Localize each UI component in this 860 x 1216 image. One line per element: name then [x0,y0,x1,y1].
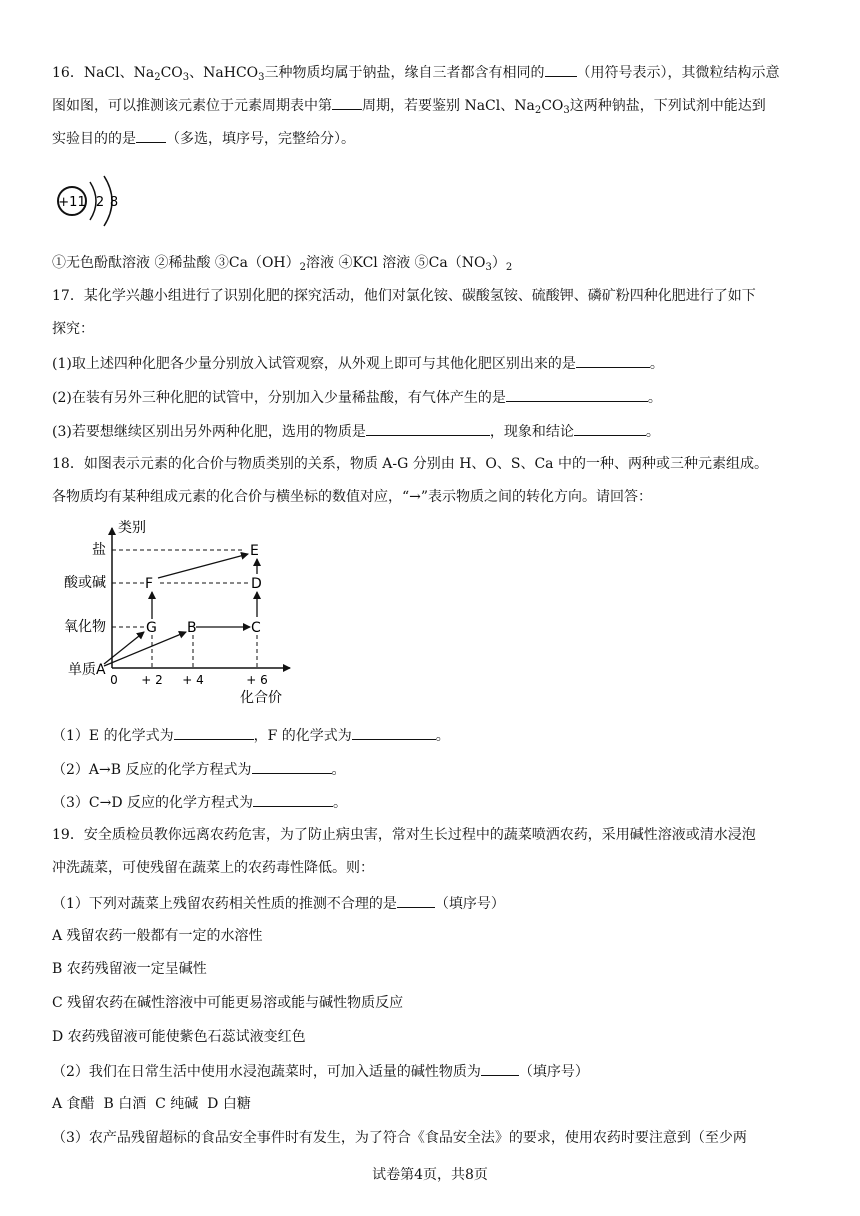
q19-sub-3: （3）农产品残留超标的食品安全事件时有发生，为了符合《食品安全法》的要求，使用农药时要注意到（至少两 [52,1130,747,1146]
q17-line-2: 探究： [52,321,94,337]
answer-blank[interactable] [332,95,362,110]
x-axis-title: 化合价 [240,690,282,706]
point-F: F [145,576,154,592]
y-label-element: 单质 [68,662,96,678]
shell-1-electrons: 2 [95,195,105,210]
valence-category-diagram [52,514,302,710]
q16-line-2: 图如图，可以推测该元素位于元素周期表中第 周期，若要鉴别 NaCl、$Na_2CO_3$这两种钠盐，下列试剂中能达到 [52,95,766,115]
point-B: B [187,620,197,636]
q16-line-3: 实验目的的是 （多选，填序号，完整给分）。 [52,128,355,148]
q18-sub-3: （3）C→D 反应的化学方程式为 。 [52,792,347,812]
point-G: G [146,620,157,636]
q19-option-D: D 农药残留液可能使紫色石蕊试液变红色 [52,1029,306,1045]
answer-blank[interactable] [576,353,650,368]
page-footer: 试卷第4页，共8页 [372,1167,488,1183]
point-E: E [250,543,259,559]
transformation-arrows [104,554,257,666]
q19-sub-2-options: A 食醋 B 白酒 C 纯碱 D 白糖 [52,1096,251,1112]
q19-option-C: C 残留农药在碱性溶液中可能更易溶或能与碱性物质反应 [52,995,404,1011]
x-tick-2: + 2 [141,673,163,687]
answer-blank[interactable] [366,421,490,436]
x-tick-6: + 6 [246,673,268,687]
answer-blank[interactable] [481,1061,519,1076]
q17-part-1: (1)取上述四种化肥各少量分别放入试管观察，从外观上即可与其他化肥区别出来的是 。 [52,353,664,373]
answer-blank[interactable] [545,62,577,77]
q19-sub-1: （1）下列对蔬菜上残留农药相关性质的推测不合理的是 （填序号） [52,893,505,913]
q19-sub-2: （2）我们在日常生活中使用水浸泡蔬菜时，可加入适量的碱性物质为 （填序号） [52,1061,589,1081]
point-D: D [251,576,262,592]
guide-lines [112,550,257,668]
answer-blank[interactable] [506,387,648,402]
q16-line-1: 16．NaCl、$Na_2CO_3$、NaHCO$_3$三种物质均属于钠盐，缘自三者都含有相同的 （用符号表示），其微粒结构示意 [52,62,780,82]
q18-sub-1: （1）E 的化学式为 ，F 的化学式为 。 [52,725,450,745]
q17-line-1: 17．某化学兴趣小组进行了识别化肥的探究活动，他们对氯化铵、碳酸氢铵、硫酸钾、磷矿粉四种化肥进行了如下 [52,288,756,304]
answer-blank[interactable] [253,792,333,807]
y-label-salt: 盐 [92,542,106,558]
answer-blank[interactable] [252,759,332,774]
shell-2-electrons: 8 [109,195,119,210]
nucleus-charge: +11 [58,195,86,210]
q17-part-2: (2)在装有另外三种化肥的试管中，分别加入少量稀盐酸，有气体产生的是 。 [52,387,662,407]
y-axis-title: 类别 [118,520,146,536]
answer-blank[interactable] [397,893,435,908]
sodium-atom-structure-diagram [52,174,142,244]
answer-blank[interactable] [174,725,254,740]
q16-options: ①无色酚酞溶液 ②稀盐酸 $③Ca(OH)_2$溶液 ④KCl 溶液 $⑤Ca(NO_3)_2$ [52,255,513,273]
q19-line-2: 冲洗蔬菜，可使残留在蔬菜上的农药毒性降低。则： [52,860,374,876]
q19-line-1: 19．安全质检员教你远离农药危害，为了防止病虫害，常对生长过程中的蔬菜喷洒农药，采用碱性溶液或清水浸泡 [52,827,756,843]
answer-blank[interactable] [352,725,436,740]
q18-sub-2: （2）A→B 反应的化学方程式为 。 [52,759,346,779]
answer-blank[interactable] [574,421,646,436]
x-tick-4: + 4 [182,673,204,687]
q19-option-B: B 农药残留液一定呈碱性 [52,961,207,977]
q17-part-3: (3)若要想继续区别出另外两种化肥，选用的物质是 ，现象和结论 。 [52,421,660,441]
answer-blank[interactable] [136,128,166,143]
point-A: A [96,662,106,678]
point-C: C [251,620,261,636]
y-label-oxide: 氧化物 [64,619,106,635]
q16-text: 16．NaCl、Na [52,65,155,81]
q19-option-A: A 残留农药一般都有一定的水溶性 [52,928,263,944]
q18-line-2: 各物质均有某种组成元素的化合价与横坐标的数值对应，“→”表示物质之间的转化方向。请回答： [52,489,653,505]
y-label-acid-or-base: 酸或碱 [64,575,106,591]
q18-line-1: 18．如图表示元素的化合价与物质类别的关系，物质 A-G 分别由 H、O、S、Ca 中的一种、两种或三种元素组成。 [52,456,768,472]
x-tick-0: 0 [110,673,118,687]
